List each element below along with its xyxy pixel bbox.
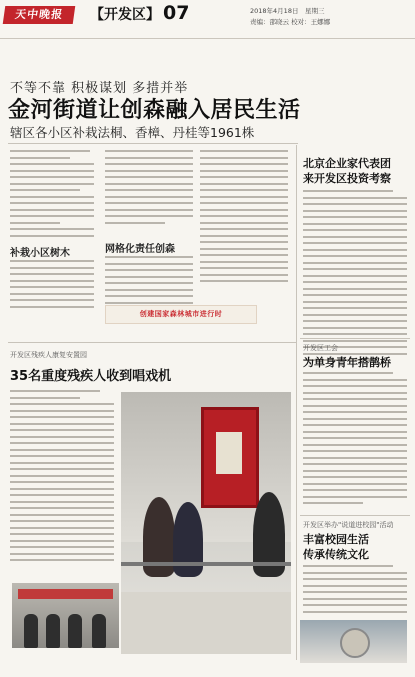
- photo-rail: [121, 562, 291, 566]
- right-rule-1: [300, 338, 410, 339]
- forest-city-banner: [105, 305, 257, 324]
- photo-person: [46, 614, 60, 648]
- right-story3-title-2: 传承传统文化: [303, 548, 369, 561]
- photo-banner: [18, 589, 113, 599]
- page-number: 07: [163, 2, 190, 24]
- lead-column-1b: [10, 260, 95, 312]
- lead-rule: [8, 143, 298, 144]
- right-rule-2: [300, 515, 410, 516]
- photo-person: [92, 614, 106, 648]
- issue-date: 2018年4月18日 星期三: [250, 7, 325, 15]
- lead-subhead: 辖区各小区补栽法桐、香樟、丹桂等1961株: [10, 125, 255, 140]
- right-story3-title-1: 丰富校园生活: [303, 533, 369, 546]
- photo-person: [68, 614, 82, 648]
- story2-body: [10, 390, 115, 566]
- right-story1-body: [303, 190, 408, 366]
- subheading-grid-responsibility: 网格化责任创森: [105, 244, 175, 255]
- lead-column-2b: [105, 256, 195, 308]
- lead-column-3: [200, 150, 290, 287]
- section-name: 【开发区】: [90, 7, 160, 23]
- newspaper-logo: 天中晚报: [3, 6, 76, 24]
- right-story1-title-1: 北京企业家代表团: [303, 157, 391, 170]
- photo-person: [24, 614, 38, 648]
- story2-title: 35名重度残疾人收到唱戏机: [10, 369, 172, 384]
- column-rule: [296, 145, 297, 660]
- masthead: [0, 0, 415, 39]
- right-story3-tag: 开发区举办"说道进校园"活动: [303, 521, 394, 529]
- photo-paper: [216, 432, 242, 474]
- story2-tag: 开发区残疾人康复安置园: [10, 351, 87, 359]
- subheading-replant-trees: 补栽小区树木: [10, 248, 70, 259]
- right-story2-body: [303, 372, 408, 509]
- story2-main-photo: [121, 392, 291, 654]
- lead-column-1: [10, 150, 95, 241]
- right-story2-title: 为单身青年搭鹊桥: [303, 356, 391, 369]
- photo-shape: [340, 628, 370, 658]
- photo-floor: [121, 592, 291, 654]
- editor-credits: 责编：邵晓云 校对：王娜娜: [250, 18, 331, 26]
- story2-rule: [8, 342, 296, 343]
- banner-text: 创建国家森林城市进行时: [139, 310, 223, 318]
- right-story3-photo: [300, 620, 407, 663]
- lead-headline: 金河街道让创森融入居民生活: [8, 98, 301, 123]
- right-story1-title-2: 来开发区投资考察: [303, 172, 391, 185]
- story2-secondary-photo: [12, 583, 119, 648]
- right-story2-tag: 开发区工会: [303, 344, 338, 352]
- right-story3-body: [303, 565, 408, 617]
- lead-column-2: [105, 150, 195, 228]
- lead-kicker: 不等不靠 积极谋划 多措并举: [10, 81, 189, 96]
- photo-red-board: [201, 407, 259, 508]
